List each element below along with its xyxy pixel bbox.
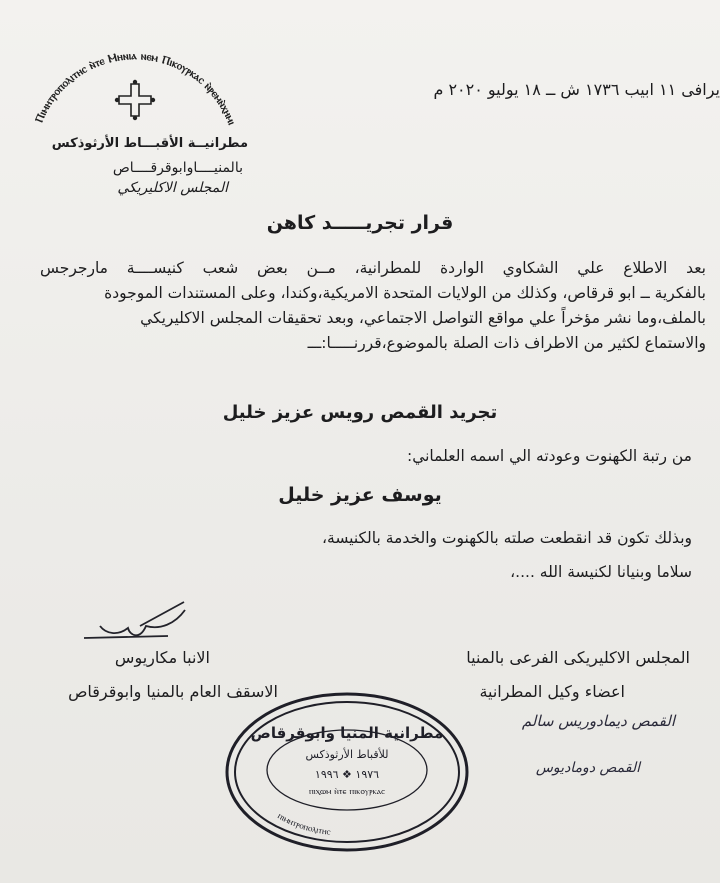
seal-coptic-outer: Ⲡⲓⲙⲏⲧⲣⲟⲡⲟⲗⲓⲧⲏⲥ ⲛ̀ⲧⲉ Ⲙⲏⲛⲓⲁ ⲛⲉⲙ Ⲡⲓⲕⲟⲩⲣⲕⲁⲥ ⲛ̀ⲣⲉⲙⲛ̀ⲭⲏⲙⲓ: [32, 49, 239, 127]
stamp-graphic: [222, 690, 472, 855]
bishop-title: الاسقف العام بالمنيا وابوقرقاص: [68, 682, 278, 701]
rank-line: من رتبة الكهنوت وعودته الي اسمه العلماني:: [406, 447, 692, 465]
stamp-coptic-line2: ⲡⲓⲙⲏⲧⲣⲟⲡⲟⲗⲓⲧⲏⲥ: [275, 811, 332, 838]
paragraph-line-4: والاستماع لكثير من الاطراف ذات الصلة بالموضوع،قررنـــــا:ـــ: [307, 334, 706, 352]
bishop-name: الانبا مكاريوس: [114, 648, 210, 667]
letterhead-seal: [18, 8, 253, 208]
date-line: يرافى ١١ ابيب ١٧٣٦ ش ــ ١٨ يوليو ٢٠٢٠ م: [433, 80, 720, 99]
letterhead-line2: بالمنيــــاوابوقرقــــاص: [112, 160, 243, 176]
letterhead-line3: المجلس الاكليريكي: [117, 180, 228, 196]
letterhead-line1: مطرانيــة الأقبـــاط الأرثوذكس: [51, 136, 248, 151]
official-stamp: [222, 690, 472, 855]
council-name: المجلس الاكليريكى الفرعى بالمنيا: [466, 648, 690, 667]
bishop-signature-mark: [80, 596, 200, 656]
paragraph-line-2: بالفكرية ــ ابو قرقاص، وكذلك من الولايات المتحدة الامريكية،وكندا، وعلى المستندات الموجودة: [104, 284, 706, 302]
document-title: قرار تجريـــــد كاهن: [266, 212, 454, 234]
stamp-top-text: مطرانية المنيا وابوقرقاص: [250, 724, 444, 742]
coptic-cross-icon: [115, 80, 155, 120]
council-members-label: اعضاء وكيل المطرانية: [479, 682, 625, 701]
closing-line: وبذلك تكون قد انقطعت صلته بالكهنوت والخدمة بالكنيسة،: [322, 529, 692, 547]
stamp-sub-text: للأقباط الأرثوذكس: [305, 748, 389, 761]
svg-text:ⲡⲓⲙⲏⲧⲣⲟⲡⲟⲗⲓⲧⲏⲥ: [275, 811, 331, 837]
stamp-years: ١٩٧٦ ❖ ١٩٩٦: [314, 768, 380, 781]
greeting-line: سلاما وبنيانا لكنيسة الله ....،: [510, 563, 692, 581]
paragraph-line-1: بعد الاطلاع علي الشكاوي الواردة للمطرانية، مــن بعض شعب كنيســــة مارجرجس: [40, 259, 706, 277]
body-paragraph: [40, 258, 706, 358]
paragraph-line-3: بالملف،وما نشر مؤخراً علي مواقع التواصل الاجتماعي، وبعد تحقيقات المجلس الاكليريكي: [140, 309, 706, 327]
secular-name: يوسف عزيز خليل: [278, 484, 442, 506]
decision-name: تجريد القمص رويس عزيز خليل: [222, 402, 498, 423]
member1-handwritten: القمص ديمادوريس سالم: [521, 712, 675, 730]
stamp-coptic-line1: ⲡⲓⲭⲱⲙ ⲛ̀ⲧⲉ ⲡⲓⲕⲟⲩⲣⲕⲁⲥ: [308, 787, 386, 797]
member2-handwritten: القمص دوماديوس: [535, 760, 640, 776]
svg-text:Ⲡⲓⲙⲏⲧⲣⲟⲡⲟⲗⲓⲧⲏⲥ ⲛ̀ⲧⲉ Ⲙⲏⲛⲓⲁ ⲛⲉⲙ: [18, 8, 240, 130]
